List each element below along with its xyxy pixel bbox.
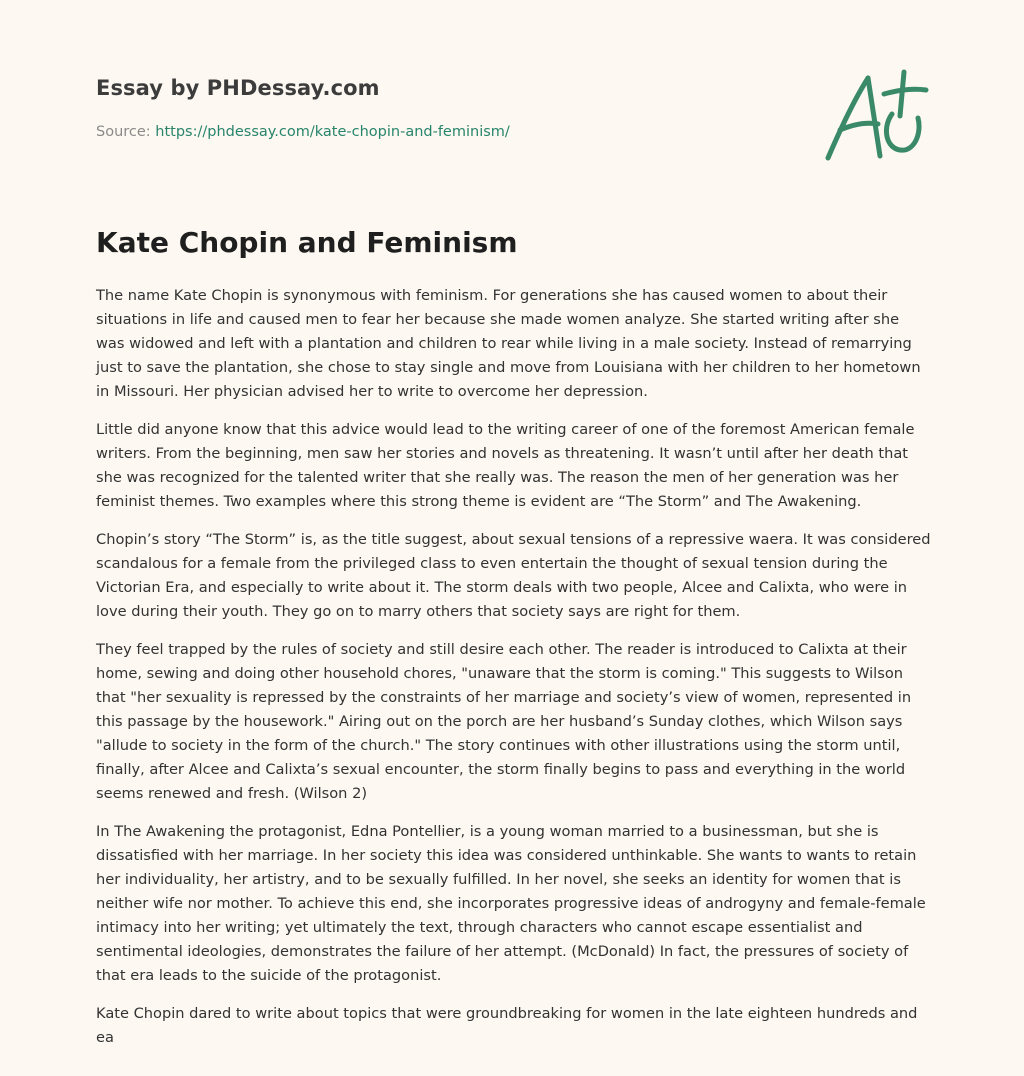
source-label: Source: — [96, 124, 156, 140]
paragraph: They feel trapped by the rules of society and still desire each other. The reader is introduced to Calixta at their home, sewing and doing other household chores, "unaware that the storm is coming." This suggests to Wilson that "her sexuality is repressed by the constraints of her marriage and society’s view of women, represented in this passage by the housework." Airing out on the porch are her husband’s Sunday clothes, which Wilson says "allude to society in the form of the church." The story continues with other illustrations using the storm until, finally, after Alcee and Calixta’s sexual encounter, the storm finally begins to pass and everything in the world seems renewed and fresh. (Wilson 2) — [96, 641, 912, 802]
source-line — [96, 124, 510, 140]
a-plus-icon — [818, 64, 930, 168]
essay-body — [96, 284, 932, 1064]
essay-title: Kate Chopin and Feminism — [96, 226, 518, 259]
source-link[interactable]: https://phdessay.com/kate-chopin-and-feminism/ — [155, 124, 510, 140]
site-brand: Essay by PHDessay.com — [96, 76, 380, 100]
paragraph: Chopin’s story “The Storm” is, as the title suggest, about sexual tensions of a repressive waera. It was considered scandalous for a female from the privileged class to even entertain the thought of sexual tension during the Victorian Era, and especially to write about it. The storm deals with two people, Alcee and Calixta, who were in love during their youth. They go on to marry others that society says are right for them. — [96, 531, 931, 620]
paragraph: Kate Chopin dared to write about topics that were groundbreaking for women in the late eighteen hundreds and ea — [96, 1005, 918, 1046]
paragraph: The name Kate Chopin is synonymous with feminism. For generations she has caused women to about their situations in life and caused men to fear her because she made women analyze. She started writing after she was widowed and left with a plantation and children to rear while living in a male society. Instead of remarrying just to save the plantation, she chose to stay single and move from Louisiana with her children to her hometown in Missouri. Her physician advised her to write to overcome her depression. — [96, 287, 921, 400]
paragraph: In The Awakening the protagonist, Edna Pontellier, is a young woman married to a businessman, but she is dissatisfied with her marriage. In her society this idea was considered unthinkable. She wants to wants to retain her individuality, her artistry, and to be sexually fulfilled. In her novel, she seeks an identity for women that is neither wife nor mother. To achieve this end, she incorporates progressive ideas of androgyny and female-female intimacy into her writing; yet ultimately the text, through characters who cannot escape essentialist and sentimental ideologies, demonstrates the failure of her attempt. (McDonald) In fact, the pressures of society of that era leads to the suicide of the protagonist. — [96, 823, 926, 984]
paragraph: Little did anyone know that this advice would lead to the writing career of one of the foremost American female writers. From the beginning, men saw her stories and novels as threatening. It wasn’t until after her death that she was recognized for the talented writer that she really was. The reason the men of her generation was her feminist themes. Two examples where this strong theme is evident are “The Storm” and The Awakening. — [96, 421, 915, 510]
